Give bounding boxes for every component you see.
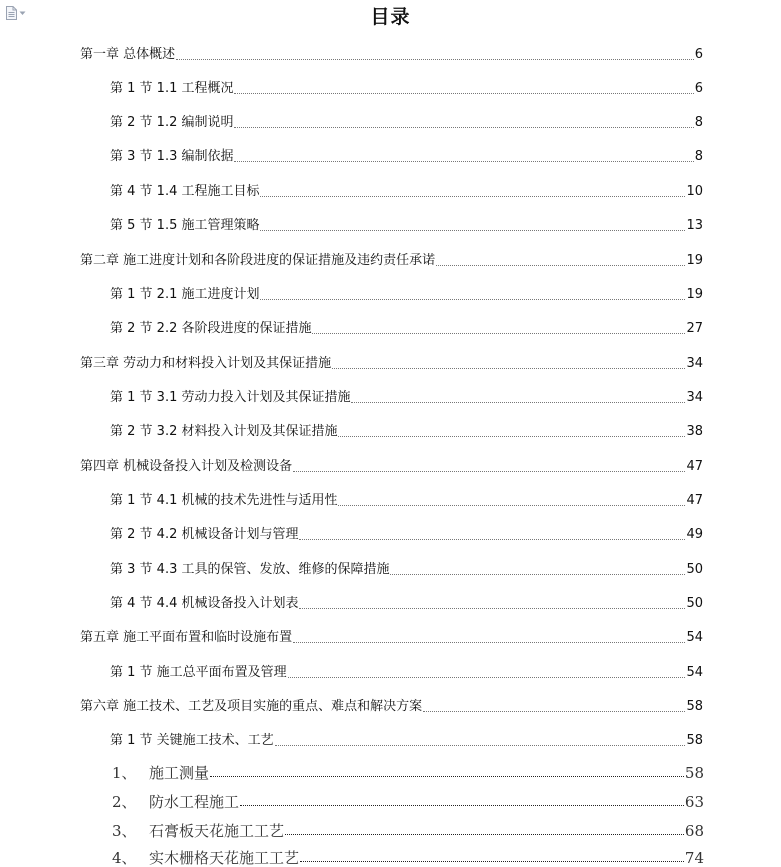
- toc-entry-page: 6: [694, 81, 703, 96]
- toc-entry-page: 8: [694, 149, 703, 164]
- toc-entry-section-4-1[interactable]: [110, 490, 703, 510]
- toc-entry-section-6-1[interactable]: [110, 730, 703, 750]
- toc-entry-page: 58: [684, 764, 704, 782]
- toc-entry-label: 第 1 节 1.1 工程概况: [110, 81, 234, 96]
- toc-entry-number: 4、: [112, 849, 137, 867]
- toc-entry-page: 58: [686, 733, 703, 748]
- toc-entry-page: 54: [686, 665, 703, 680]
- toc-entry-chapter-2[interactable]: [80, 250, 703, 270]
- dot-leader: [260, 299, 685, 300]
- toc-entry-label: 第 4 节 4.4 机械设备投入计划表: [110, 596, 299, 611]
- toc-entry-section-3-2[interactable]: [110, 421, 703, 441]
- toc-entry-page: 74: [684, 849, 704, 867]
- toc-entry-section-5-1[interactable]: [110, 662, 703, 682]
- dot-leader: [299, 539, 685, 540]
- dot-leader: [390, 574, 685, 575]
- toc-entry-item-2[interactable]: [112, 789, 704, 811]
- dot-leader: [423, 711, 685, 712]
- toc-entry-page: 19: [686, 253, 703, 268]
- toc-entry-page: 49: [686, 527, 703, 542]
- toc-entry-number: 1、: [112, 764, 137, 782]
- toc-entry-section-4-3[interactable]: [110, 559, 703, 579]
- toc-entry-label: 第 2 节 1.2 编制说明: [110, 115, 234, 130]
- toc-entry-page: 13: [686, 218, 703, 233]
- dot-leader: [288, 677, 686, 678]
- toc-entry-page: 8: [694, 115, 703, 130]
- dot-leader: [275, 745, 686, 746]
- toc-entry-label: 第 1 节 3.1 劳动力投入计划及其保证措施: [110, 390, 351, 405]
- toc-entry-section-1-2[interactable]: [110, 112, 703, 132]
- toc-entry-label: 第 1 节 4.1 机械的技术先进性与适用性: [110, 493, 338, 508]
- dot-leader: [332, 368, 685, 369]
- toc-entry-section-4-2[interactable]: [110, 524, 703, 544]
- toc-entry-section-3-1[interactable]: [110, 387, 703, 407]
- toc-entry-chapter-1[interactable]: [80, 44, 703, 64]
- toc-entry-page: 6: [694, 47, 703, 62]
- dot-leader: [176, 59, 694, 60]
- dot-leader: [293, 642, 685, 643]
- toc-entry-label: 第四章 机械设备投入计划及检测设备: [80, 459, 293, 474]
- toc-entry-item-4[interactable]: [112, 845, 704, 867]
- dot-leader: [338, 436, 685, 437]
- toc-entry-item-1[interactable]: [112, 760, 704, 782]
- toc-entry-page: 47: [686, 493, 703, 508]
- toc-entry-page: 50: [686, 596, 703, 611]
- toc-entry-label: 第 1 节 施工总平面布置及管理: [110, 665, 287, 680]
- dot-leader: [312, 333, 685, 334]
- toc-entry-section-1-1[interactable]: [110, 78, 703, 98]
- toc-entry-number: 2、: [112, 793, 137, 811]
- toc-entry-label: 第 1 节 关键施工技术、工艺: [110, 733, 274, 748]
- toc-entry-page: 19: [686, 287, 703, 302]
- toc-entry-label: 石膏板天花施工工艺: [149, 822, 285, 840]
- dot-leader: [210, 776, 684, 777]
- toc-entry-page: 54: [686, 630, 703, 645]
- toc-entry-label: 施工测量: [149, 764, 210, 782]
- toc-entry-label: 实木栅格天花施工工艺: [149, 849, 300, 867]
- toc-entry-label: 第 3 节 1.3 编制依据: [110, 149, 234, 164]
- dot-leader: [436, 265, 685, 266]
- toc-entry-label: 第二章 施工进度计划和各阶段进度的保证措施及违约责任承诺: [80, 253, 436, 268]
- toc-entry-chapter-3[interactable]: [80, 353, 703, 373]
- dot-leader: [240, 805, 684, 806]
- toc-entry-section-1-3[interactable]: [110, 146, 703, 166]
- toc-entry-chapter-6[interactable]: [80, 696, 703, 716]
- toc-entry-chapter-5[interactable]: [80, 627, 703, 647]
- toc-entry-label: 第 2 节 4.2 机械设备计划与管理: [110, 527, 299, 542]
- toc-entry-item-3[interactable]: [112, 818, 704, 840]
- toc-entry-page: 63: [684, 793, 704, 811]
- toc-entry-page: 34: [686, 390, 703, 405]
- toc-entry-page: 50: [686, 562, 703, 577]
- toc-entry-number: 3、: [112, 822, 137, 840]
- dot-leader: [285, 834, 684, 835]
- toc-entry-label: 第三章 劳动力和材料投入计划及其保证措施: [80, 356, 332, 371]
- dot-leader: [351, 402, 685, 403]
- toc-entry-label: 第 4 节 1.4 工程施工目标: [110, 184, 260, 199]
- toc-entry-label: 第六章 施工技术、工艺及项目实施的重点、难点和解决方案: [80, 699, 423, 714]
- toc-entry-page: 10: [686, 184, 703, 199]
- toc-entry-section-4-4[interactable]: [110, 593, 703, 613]
- toc-entry-label: 第一章 总体概述: [80, 47, 176, 62]
- toc-entry-label: 第 2 节 3.2 材料投入计划及其保证措施: [110, 424, 338, 439]
- toc-entry-page: 47: [686, 459, 703, 474]
- dot-leader: [300, 861, 684, 862]
- toc-entry-page: 58: [686, 699, 703, 714]
- page-title: 目录: [370, 6, 411, 28]
- dot-leader: [293, 471, 685, 472]
- toc-entry-chapter-4[interactable]: [80, 456, 703, 476]
- toc-entry-label: 第 5 节 1.5 施工管理策略: [110, 218, 260, 233]
- toc-entry-label: 第 1 节 2.1 施工进度计划: [110, 287, 260, 302]
- dot-leader: [234, 161, 693, 162]
- toc-entry-label: 防水工程施工: [149, 793, 240, 811]
- toc-entry-page: 38: [686, 424, 703, 439]
- dot-leader: [234, 93, 693, 94]
- toc-entry-label: 第 3 节 4.3 工具的保管、发放、维修的保障措施: [110, 562, 390, 577]
- toc-entry-page: 27: [686, 321, 703, 336]
- toc-entry-page: 34: [686, 356, 703, 371]
- toc-entry-section-1-5[interactable]: [110, 215, 703, 235]
- toc-entry-section-2-1[interactable]: [110, 284, 703, 304]
- dot-leader: [260, 230, 685, 231]
- toc-entry-label: 第 2 节 2.2 各阶段进度的保证措施: [110, 321, 312, 336]
- toc-entry-page: 68: [684, 822, 704, 840]
- toc-entry-section-2-2[interactable]: [110, 318, 703, 338]
- dot-leader: [260, 196, 685, 197]
- toc-entry-label: 第五章 施工平面布置和临时设施布置: [80, 630, 293, 645]
- dot-leader: [338, 505, 685, 506]
- toc-entry-section-1-4[interactable]: [110, 181, 703, 201]
- dot-leader: [234, 127, 693, 128]
- dot-leader: [299, 608, 685, 609]
